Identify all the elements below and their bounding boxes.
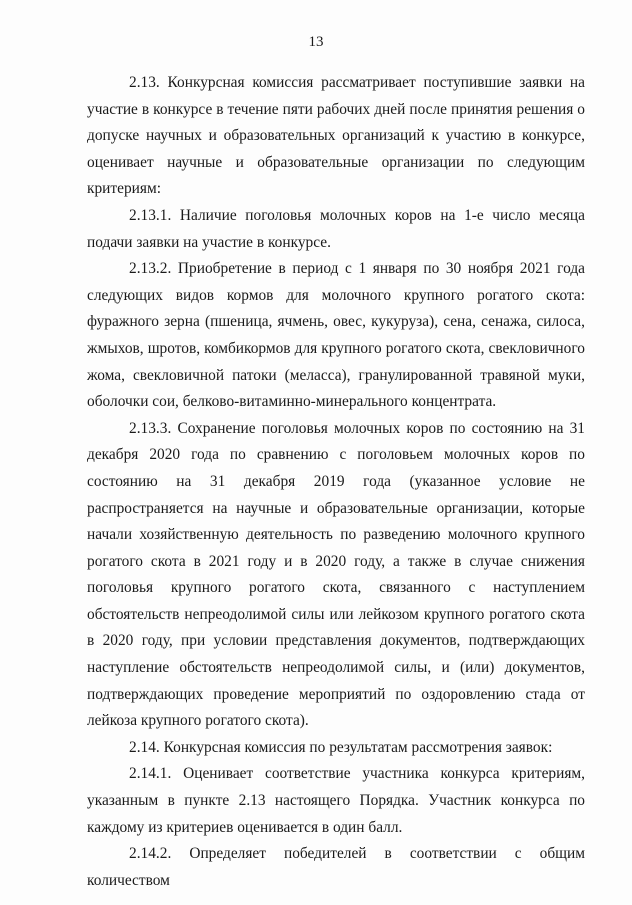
paragraph-2-13-1: 2.13.1. Наличие поголовья молочных коров на 1-е число месяца подачи заявки на участие в конкурсе. xyxy=(87,206,585,251)
paragraph-2-14: 2.14. Конкурсная комиссия по результатам рассмотрения заявок: xyxy=(129,738,553,756)
paragraph-2-13-3: 2.13.3. Сохранение поголовья молочных коров по состоянию на 31 декабря 2020 года по сравнению с поголовьем молочных коров по состоянию на 31 декабря 2019 года (указанное условие не распространяется на научные и образовательные организации, которые начали хозяйственную деятельность по разведению молочного крупного рогатого скота в 2021 году и в 2020 году, а также в случае снижения поголовья крупного рогатого скота, связанного с наступлением обстоятельств непреодолимой силы или лейкозом крупного рогатого скота в 2020 году, при условии представления документов, подтверждающих наступление обстоятельств непреодолимой силы, и (или) документов, подтверждающих проведение мероприятий по оздоровлению стада от лейкоза крупного рогатого скота). xyxy=(87,419,585,730)
document-body xyxy=(87,70,585,894)
paragraph-2-14-1: 2.14.1. Оценивает соответствие участника конкурса критериям, указанным в пункте 2.13 настоящего Порядка. Участник конкурса по каждому из критериев оценивается в один балл. xyxy=(87,765,585,836)
paragraph-2-13: 2.13. Конкурсная комиссия рассматривает поступившие заявки на участие в конкурсе в течение пяти рабочих дней после принятия решения о допуске научных и образовательных организаций к участию в конкурсе, оценивает научные и образовательные организации по следующим критериям: xyxy=(87,74,585,198)
paragraph-2-14-2: 2.14.2. Определяет победителей в соответствии с общим количеством xyxy=(87,845,585,889)
paragraph-2-13-2: 2.13.2. Приобретение в период с 1 января по 30 ноября 2021 года следующих видов кормов для молочного крупного рогатого скота: фуражного зерна (пшеница, ячмень, овес, кукуруза), сена, сенажа, силоса, жмыхов, шротов, комбикормов для крупного рогатого скота, свекловичного жома, свекловичной патоки (меласса), гранулированной травяной муки, оболочки сои, белково-витаминно-минерального концентрата. xyxy=(87,260,585,411)
page-number: 13 xyxy=(308,34,324,50)
